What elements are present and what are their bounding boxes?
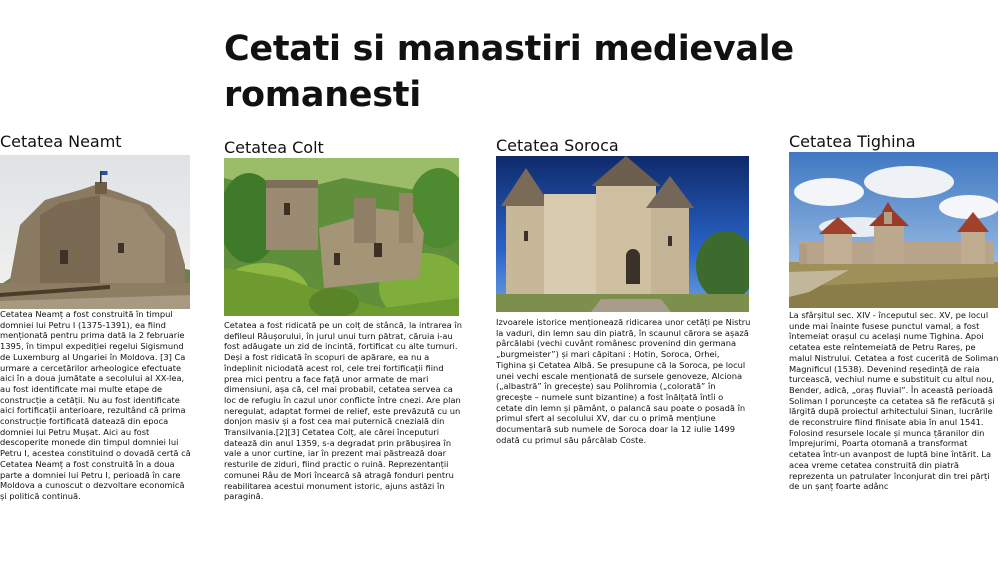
section-text: La sfârșitul sec. XIV - începutul sec. XV, pe locul unde mai înainte fusese punctul vamal, a fost întemeiat orașul cu același nume Tighina. Apoi cetatea este reîntemeiată de Petru Rareș, pe malul Nistrului. Cetatea a fost cucerită de Soliman Magnificul (1538). Devenind reședință de raia turcească, vechiul nume e substituit cu altul nou, Bender, adică, „oraș fluvial”. În această perioadă Soliman I poruncește ca cetatea să fie refăcută și lărgită după proiectul arhitectului Sinan, lucrările de reconstruire fiind finisate abia în anul 1541. Folosind resursele locale și munca țăranilor din împrejurimi, Poarta otomană a transformat cetatea într-un avanpost de luptă bine întărit. La acea vreme cetatea construită din piatră reprezenta un patrulater înconjurat din trei părți de un șanț foarte adânc [789, 310, 999, 492]
section-heading: Cetatea Colt [224, 138, 324, 157]
section-soroca [496, 136, 752, 445]
section-heading: Cetatea Neamt [0, 132, 122, 151]
page-title: Cetati si manastiri medievale romanesti [224, 29, 794, 115]
section-text: Izvoarele istorice menționează ridicarea unor cetăți pe Nistru la vaduri, din lemn sau din piatră, în scaunul cărora se așază pârcălabi (vechi cuvânt românesc provenind din germana „burgmeister”) și mari căpitani : Hotin, Soroca, Orhei, Tighina și Cetatea Albă. Se presupune că la Soroca, pe locul unei vechi escale menționată de sursele genoveze, Alciona („albastră” în grecește) sau Polihromia („colorată” în grecește – numele sunt bizantine) a fost înălțată întîi o cetate din lemn și pământ, o palancă sau poate o posadă în primul sfert al secolului XV, dar cu o primă mențiune documentară sub numele de Soroca doar la 12 iulie 1499 odată cu primul său pârcălab Coste. [496, 317, 751, 445]
section-colt [224, 138, 462, 502]
castle-photo-neamt [0, 155, 190, 309]
section-text: Cetatea a fost ridicată pe un colț de stâncă, la intrarea în defileul Râușorului, în jurul unui turn pătrat, căruia i-au fost adăugate un zid de incintă, fortificat cu alte turnuri. Deși a fost ridicată în scopuri de apărare, ea nu a îndeplinit niciodată acest rol, cele trei fortificații fiind prea mici pentru a face față unor armate de mari dimensiuni, așa că, cel mai probabil, cetatea servea ca loc de refugiu în cazul unor conflicte între cnezi. Are plan neregulat, adaptat formei de relief, este prevăzută cu un donjon masiv și a fost cea mai puternică cnezială din Transilvania.[2][3] Cetatea Colț, ale cărei începuturi datează din anul 1359, s-a degradat prin prăbușirea în vale a unor curtine, iar în prezent mai păstrează doar resturile de ziduri, fiind practic o ruină. Reprezentanții comunei Râu de Mori încearcă să atragă fonduri pentru reabilitarea acestui monument istoric, ajuns astăzi în paragină. [224, 320, 462, 502]
castle-photo-tighina [789, 152, 998, 308]
section-tighina [789, 132, 999, 492]
section-heading: Cetatea Soroca [496, 136, 619, 155]
castle-photo-colt [224, 158, 459, 316]
castle-photo-soroca [496, 156, 749, 312]
section-neamt [0, 132, 192, 502]
section-heading: Cetatea Tighina [789, 132, 916, 151]
section-text: Cetatea Neamț a fost construită în timpul domniei lui Petru I (1375-1391), ea fiind menționată pentru prima dată la 2 februarie 1395, în timpul expediției regelui Sigismund de Luxemburg al Ungariei în Moldova. [3] Ca urmare a cercetărilor arheologice efectuate aici în a doua jumătate a secolului al XX-lea, au fost identificate mai multe etape de construcție a cetății. Nu au fost identificate aici fortificații anterioare, rezultând că prima construcție fortificată datează din epoca domniei lui Petru Mușat. Aici au fost descoperite monede din timpul domniei lui Petru I, acestea constituind o dovadă certă că Cetatea Neamț a fost construită în a doua parte a domniei lui Petru I, perioadă în care Moldova a cunoscut o dezvoltare economică și politică continuă. [0, 309, 191, 501]
